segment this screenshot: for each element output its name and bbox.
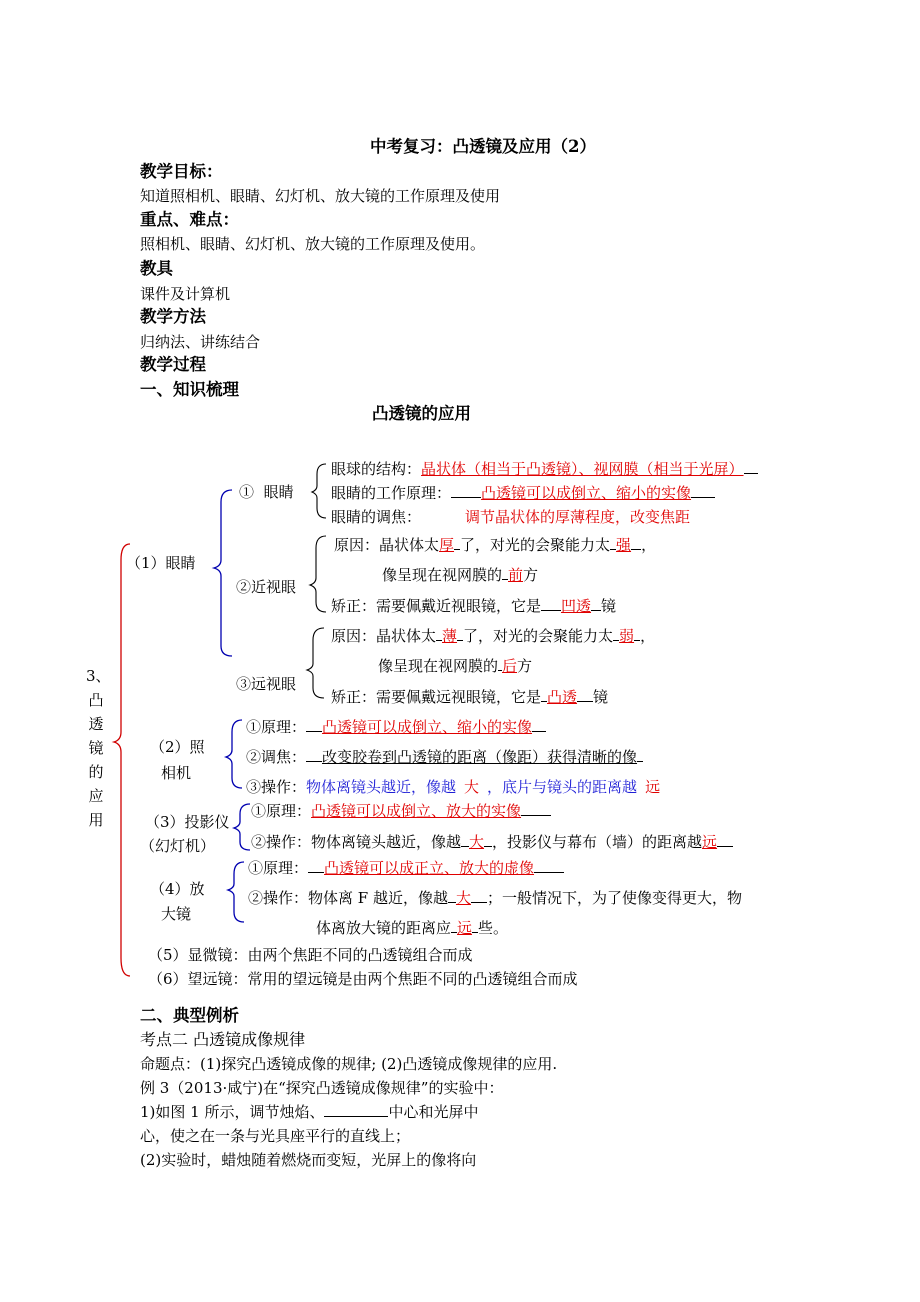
myopia-image-end: 方 bbox=[523, 566, 539, 584]
blank bbox=[451, 483, 481, 498]
myopia-image-answer: 前 bbox=[508, 566, 524, 584]
blank bbox=[637, 747, 643, 762]
blank bbox=[691, 483, 715, 498]
magnifier-op-text-2: ；一般情况下，为了使像变得更大，物 bbox=[486, 889, 742, 907]
projector-principle-answer: 凸透镜可以成倒立、放大的实像 bbox=[311, 802, 522, 820]
magnifier-principle-answer: 凸透镜可以成正立、放大的虚像 bbox=[324, 859, 535, 877]
eyeball-structure-prefix: 眼球的结构： bbox=[331, 460, 422, 478]
method-text: 归纳法、讲练结合 bbox=[140, 333, 261, 351]
eye-structure-num: ① bbox=[239, 483, 255, 501]
camera-focus-prefix: ②调焦： bbox=[246, 748, 307, 766]
hyperopia-fix-answer: 凸透 bbox=[547, 688, 578, 706]
myopia-cause-text: 原因：晶状体太 bbox=[334, 536, 440, 554]
structure-brace bbox=[312, 464, 326, 518]
root-label: 3、凸透镜的应用 bbox=[86, 667, 111, 829]
myopia-brace bbox=[310, 536, 326, 612]
hyperopia-fix-line bbox=[331, 687, 608, 707]
projector-op-text-2: ，投影仪与幕布（墙）的距离越 bbox=[492, 833, 703, 851]
myopia-cause-answer-2: 强 bbox=[616, 536, 632, 554]
example-intro: 例 3（2013·咸宁)在“探究凸透镜成像规律”的实验中： bbox=[140, 1079, 504, 1097]
page-title: 中考复习：凸透镜及应用（2） bbox=[370, 137, 596, 156]
hyperopia-cause-end: ， bbox=[640, 627, 656, 645]
blank bbox=[577, 687, 593, 702]
question-1-line bbox=[140, 1102, 479, 1122]
myopia-label: ②近视眼 bbox=[236, 578, 297, 596]
question-1-text: 1)如图 1 所示，调节烛焰、 bbox=[140, 1103, 325, 1121]
eye-structure-label bbox=[239, 482, 294, 502]
hyperopia-cause-line bbox=[331, 626, 655, 646]
camera-focus-text: 改变胶卷到凸透镜的距离（像距）获得清晰的像 bbox=[322, 748, 638, 766]
exam-point: 考点二 凸透镜成像规律 bbox=[140, 1030, 306, 1049]
projector-principle-line bbox=[251, 801, 551, 821]
telescope-line: （6）望远镜：常用的望远镜是由两个焦距不同的凸透镜组合而成 bbox=[148, 970, 578, 988]
camera-op-text: 物体离镜头越近，像越 bbox=[306, 778, 457, 796]
question-2-line: (2)实验时，蜡烛随着燃烧而变短，光屏上的像将向 bbox=[140, 1151, 477, 1169]
camera-focus-line bbox=[246, 747, 643, 767]
tools-heading: 教具 bbox=[140, 259, 173, 278]
blank bbox=[306, 747, 322, 762]
tools-text: 课件及计算机 bbox=[140, 285, 231, 303]
eye-focus-line bbox=[331, 507, 690, 527]
projector-brace bbox=[234, 804, 250, 850]
blank bbox=[744, 459, 758, 474]
section1-heading: 一、知识梳理 bbox=[140, 380, 239, 399]
answer-blank bbox=[324, 1102, 388, 1117]
camera-principle-line bbox=[246, 717, 546, 737]
myopia-cause-line bbox=[334, 535, 656, 555]
question-1-line-2: 心，使之在一条与光具座平行的直线上； bbox=[140, 1127, 411, 1145]
eye-structure-text: 眼睛 bbox=[263, 483, 294, 501]
question-1-text-2: 中心和光屏中 bbox=[388, 1103, 479, 1121]
projector-op-answer-1: 大 bbox=[469, 833, 485, 851]
blank bbox=[532, 717, 546, 732]
magnifier-principle-prefix: ①原理： bbox=[248, 859, 309, 877]
magnifier-label-2: 大镜 bbox=[161, 905, 192, 923]
projector-op-answer-2: 远 bbox=[702, 833, 718, 851]
method-heading: 教学方法 bbox=[140, 307, 206, 326]
camera-principle-answer: 凸透镜可以成倒立、缩小的实像 bbox=[322, 718, 533, 736]
myopia-fix-line bbox=[331, 596, 616, 616]
eye-label: （1）眼睛 bbox=[126, 554, 196, 572]
hyperopia-brace bbox=[307, 628, 324, 698]
camera-operation-line bbox=[246, 777, 660, 797]
myopia-cause-end: ， bbox=[641, 536, 657, 554]
eye-focus-answer: 调节晶状体的厚薄程度，改变焦距 bbox=[465, 508, 691, 526]
magnifier-op-answer-1: 大 bbox=[455, 889, 471, 907]
magnifier-label-1: （4）放 bbox=[150, 880, 205, 898]
proposition: 命题点：(1)探究凸透镜成像的规律; (2)凸透镜成像规律的应用. bbox=[140, 1055, 558, 1073]
eye-principle-answer: 凸透镜可以成倒立、缩小的实像 bbox=[481, 484, 692, 502]
magnifier-principle-line bbox=[248, 858, 564, 878]
process-heading: 教学过程 bbox=[140, 355, 206, 374]
objectives-heading: 教学目标： bbox=[140, 162, 223, 181]
blank bbox=[631, 535, 641, 550]
camera-op-answer-1: 大 bbox=[464, 778, 480, 796]
hyperopia-cause-text-2: 了，对光的会聚能力太 bbox=[463, 627, 614, 645]
hyperopia-image-answer: 后 bbox=[502, 657, 518, 675]
blank bbox=[534, 858, 564, 873]
blank bbox=[591, 596, 601, 611]
eye-brace bbox=[214, 490, 232, 656]
magnifier-brace bbox=[228, 862, 244, 922]
camera-brace bbox=[226, 720, 242, 788]
magnifier-operation-line-2 bbox=[316, 918, 508, 938]
hyperopia-image-text: 像呈现在视网膜的 bbox=[378, 657, 499, 675]
chart-title: 凸透镜的应用 bbox=[372, 404, 471, 423]
myopia-cause-text-2: 了，对光的会聚能力太 bbox=[460, 536, 611, 554]
section2-heading: 二、典型例析 bbox=[140, 1006, 239, 1025]
magnifier-op-text-3: 体离放大镜的距离应 bbox=[316, 919, 452, 937]
projector-operation-line bbox=[251, 832, 733, 852]
blank bbox=[541, 596, 561, 611]
key-points-text: 照相机、眼睛、幻灯机、放大镜的工作原理及使用。 bbox=[140, 235, 486, 253]
projector-label-2: （幻灯机） bbox=[140, 837, 216, 855]
hyperopia-label: ③远视眼 bbox=[236, 675, 297, 693]
blank bbox=[471, 888, 487, 903]
eyeball-structure-line bbox=[331, 459, 758, 479]
blank bbox=[484, 832, 492, 847]
hyperopia-fix-end: 镜 bbox=[593, 688, 609, 706]
blank bbox=[521, 801, 551, 816]
hyperopia-image-end: 方 bbox=[517, 657, 533, 675]
magnifier-op-text: ②操作：物体离 F 越近，像越 bbox=[248, 889, 448, 907]
myopia-cause-answer-1: 厚 bbox=[439, 536, 455, 554]
myopia-fix-text: 矫正：需要佩戴近视眼镜，它是 bbox=[331, 597, 542, 615]
magnifier-op-answer-2: 远 bbox=[457, 919, 473, 937]
blank bbox=[306, 717, 322, 732]
key-points-heading: 重点、难点： bbox=[140, 210, 239, 229]
blank bbox=[717, 832, 733, 847]
blank bbox=[308, 858, 324, 873]
hyperopia-cause-answer-2: 弱 bbox=[619, 627, 635, 645]
root-brace bbox=[114, 544, 130, 976]
myopia-fix-end: 镜 bbox=[601, 597, 617, 615]
camera-op-prefix: ③操作： bbox=[246, 778, 307, 796]
myopia-image-line bbox=[382, 565, 538, 585]
myopia-image-text: 像呈现在视网膜的 bbox=[382, 566, 503, 584]
objectives-text: 知道照相机、眼睛、幻灯机、放大镜的工作原理及使用 bbox=[140, 187, 501, 205]
projector-principle-prefix: ①原理： bbox=[251, 802, 312, 820]
hyperopia-image-line bbox=[378, 656, 532, 676]
magnifier-op-end: 些。 bbox=[478, 919, 509, 937]
blank bbox=[461, 832, 469, 847]
camera-op-mid: ，底片与镜头的距离越 bbox=[487, 778, 638, 796]
hyperopia-cause-answer-1: 薄 bbox=[442, 627, 458, 645]
hyperopia-fix-text: 矫正：需要佩戴远视眼镜，它是 bbox=[331, 688, 542, 706]
blank bbox=[448, 888, 456, 903]
camera-op-answer-2: 远 bbox=[645, 778, 661, 796]
camera-principle-prefix: ①原理： bbox=[246, 718, 307, 736]
projector-label-1: （3）投影仪 bbox=[145, 813, 230, 831]
hyperopia-cause-text: 原因：晶状体太 bbox=[331, 627, 437, 645]
myopia-fix-answer: 凹透 bbox=[561, 597, 592, 615]
projector-op-text: ②操作：物体离镜头越近，像越 bbox=[251, 833, 462, 851]
eyeball-structure-answer: 晶状体（相当于凸透镜）、视网膜（相当于光屏） bbox=[421, 460, 744, 478]
eye-principle-line bbox=[331, 483, 715, 503]
microscope-line: （5）显微镜：由两个焦距不同的凸透镜组合而成 bbox=[148, 946, 473, 964]
magnifier-operation-line bbox=[248, 888, 742, 908]
camera-label-1: （2）照 bbox=[150, 738, 205, 756]
eye-focus-prefix: 眼睛的调焦： bbox=[331, 508, 422, 526]
eye-principle-prefix: 眼睛的工作原理： bbox=[331, 484, 452, 502]
camera-label-2: 相机 bbox=[161, 764, 192, 782]
